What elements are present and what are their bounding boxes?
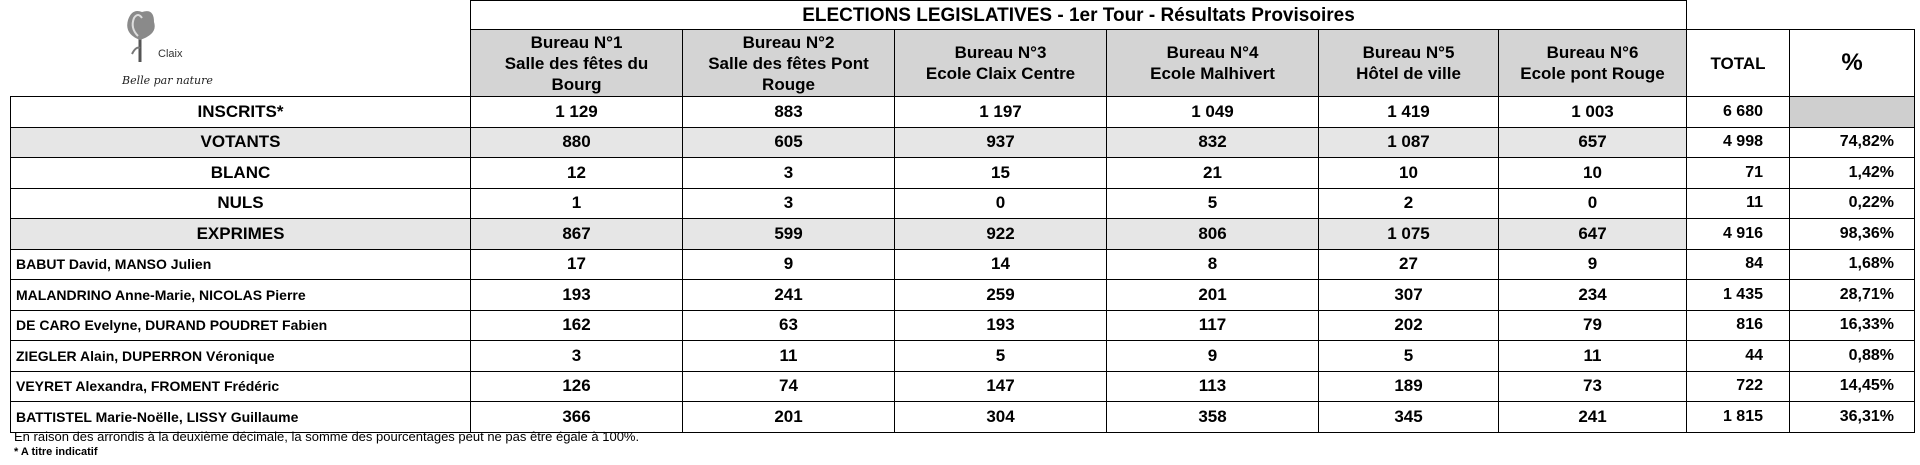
bureau-value: 202 <box>1319 310 1499 341</box>
summary-row <box>11 127 1915 158</box>
percent-value: 98,36% <box>1790 219 1915 250</box>
candidate-row <box>11 341 1915 372</box>
bureau-value: 10 <box>1499 158 1687 189</box>
bureau-value: 3 <box>471 341 683 372</box>
bureau-header: Bureau N°6 Ecole pont Rouge <box>1499 30 1687 97</box>
row-label: MALANDRINO Anne-Marie, NICOLAS Pierre <box>11 280 471 311</box>
bureau-value: 201 <box>683 402 895 433</box>
bureau-value: 11 <box>1499 341 1687 372</box>
bureau-value: 1 129 <box>471 97 683 128</box>
logo-brand: Claix <box>158 48 183 60</box>
row-label: VOTANTS <box>11 127 471 158</box>
total-value: 84 <box>1687 249 1790 280</box>
total-value: 1 435 <box>1687 280 1790 311</box>
bureau-value: 880 <box>471 127 683 158</box>
total-value: 722 <box>1687 371 1790 402</box>
row-label: BLANC <box>11 158 471 189</box>
summary-row <box>11 158 1915 189</box>
bureau-value: 79 <box>1499 310 1687 341</box>
bureau-value: 5 <box>1319 341 1499 372</box>
summary-row <box>11 188 1915 219</box>
page-title: ELECTIONS LEGISLATIVES - 1er Tour - Résultats Provisoires <box>471 1 1687 30</box>
bureau-value: 15 <box>895 158 1107 189</box>
bureau-value: 657 <box>1499 127 1687 158</box>
candidate-row <box>11 402 1915 433</box>
bureau-value: 63 <box>683 310 895 341</box>
percent-value: 28,71% <box>1790 280 1915 311</box>
percent-value: 1,42% <box>1790 158 1915 189</box>
bureau-value: 201 <box>1107 280 1319 311</box>
candidate-row <box>11 310 1915 341</box>
bureau-header: Bureau N°4 Ecole Malhivert <box>1107 30 1319 97</box>
bureau-value: 0 <box>895 188 1107 219</box>
total-value: 816 <box>1687 310 1790 341</box>
percent-value: 36,31% <box>1790 402 1915 433</box>
total-value: 44 <box>1687 341 1790 372</box>
bureau-value: 9 <box>1499 249 1687 280</box>
bureau-value: 113 <box>1107 371 1319 402</box>
bureau-value: 3 <box>683 188 895 219</box>
bureau-value: 21 <box>1107 158 1319 189</box>
row-label: EXPRIMES <box>11 219 471 250</box>
bureau-value: 307 <box>1319 280 1499 311</box>
bureau-value: 1 087 <box>1319 127 1499 158</box>
percent-value: 74,82% <box>1790 127 1915 158</box>
bureau-value: 0 <box>1499 188 1687 219</box>
logo-cell <box>11 1 471 97</box>
bureau-value: 193 <box>471 280 683 311</box>
bureau-value: 241 <box>1499 402 1687 433</box>
bureau-value: 11 <box>683 341 895 372</box>
bureau-value: 2 <box>1319 188 1499 219</box>
logo-tagline: Belle par nature <box>122 74 213 87</box>
total-value: 6 680 <box>1687 97 1790 128</box>
bureau-value: 10 <box>1319 158 1499 189</box>
bureau-value: 304 <box>895 402 1107 433</box>
rounding-note: En raison des arrondis à la deuxième décimale, la somme des pourcentages peut ne pas être égale à 100%. <box>14 429 640 444</box>
bureau-value: 189 <box>1319 371 1499 402</box>
bureau-header: Bureau N°2 Salle des fêtes Pont Rouge <box>683 30 895 97</box>
bureau-value: 5 <box>1107 188 1319 219</box>
row-label: BABUT David, MANSO Julien <box>11 249 471 280</box>
bureau-value: 1 <box>471 188 683 219</box>
bureau-value: 259 <box>895 280 1107 311</box>
bureau-value: 1 419 <box>1319 97 1499 128</box>
total-value: 4 916 <box>1687 219 1790 250</box>
bureau-value: 241 <box>683 280 895 311</box>
bureau-value: 74 <box>683 371 895 402</box>
bureau-value: 883 <box>683 97 895 128</box>
bureau-value: 937 <box>895 127 1107 158</box>
bureau-value: 17 <box>471 249 683 280</box>
percent-value <box>1790 97 1915 128</box>
asterisk-note: * A titre indicatif <box>14 446 98 458</box>
row-label: INSCRITS* <box>11 97 471 128</box>
bureau-value: 27 <box>1319 249 1499 280</box>
bureau-value: 1 049 <box>1107 97 1319 128</box>
bureau-value: 73 <box>1499 371 1687 402</box>
percent-value: 1,68% <box>1790 249 1915 280</box>
row-label: VEYRET Alexandra, FROMENT Frédéric <box>11 371 471 402</box>
bureau-value: 599 <box>683 219 895 250</box>
bureau-value: 345 <box>1319 402 1499 433</box>
bureau-value: 9 <box>683 249 895 280</box>
bureau-value: 358 <box>1107 402 1319 433</box>
summary-row <box>11 219 1915 250</box>
bureau-value: 1 197 <box>895 97 1107 128</box>
bureau-value: 3 <box>683 158 895 189</box>
row-label: DE CARO Evelyne, DURAND POUDRET Fabien <box>11 310 471 341</box>
percent-value: 16,33% <box>1790 310 1915 341</box>
bureau-value: 922 <box>895 219 1107 250</box>
bureau-value: 14 <box>895 249 1107 280</box>
bureau-header: Bureau N°3 Ecole Claix Centre <box>895 30 1107 97</box>
bureau-value: 806 <box>1107 219 1319 250</box>
percent-header: % <box>1790 30 1915 97</box>
bureau-value: 366 <box>471 402 683 433</box>
candidate-row <box>11 280 1915 311</box>
candidate-row <box>11 249 1915 280</box>
bureau-value: 147 <box>895 371 1107 402</box>
results-table <box>10 0 1915 433</box>
bureau-value: 9 <box>1107 341 1319 372</box>
bureau-value: 117 <box>1107 310 1319 341</box>
bureau-value: 832 <box>1107 127 1319 158</box>
percent-value: 0,22% <box>1790 188 1915 219</box>
title-spacer <box>1790 1 1915 30</box>
row-label: NULS <box>11 188 471 219</box>
footnotes <box>14 429 639 459</box>
bureau-header: Bureau N°1 Salle des fêtes du Bourg <box>471 30 683 97</box>
bureau-value: 605 <box>683 127 895 158</box>
row-label: BATTISTEL Marie-Noëlle, LISSY Guillaume <box>11 402 471 433</box>
candidate-row <box>11 371 1915 402</box>
bureau-value: 8 <box>1107 249 1319 280</box>
bureau-value: 12 <box>471 158 683 189</box>
percent-value: 14,45% <box>1790 371 1915 402</box>
bureau-value: 1 003 <box>1499 97 1687 128</box>
total-value: 1 815 <box>1687 402 1790 433</box>
row-label: ZIEGLER Alain, DUPERRON Véronique <box>11 341 471 372</box>
title-spacer <box>1687 1 1790 30</box>
bureau-value: 5 <box>895 341 1107 372</box>
bureau-value: 1 075 <box>1319 219 1499 250</box>
bureau-value: 126 <box>471 371 683 402</box>
percent-value: 0,88% <box>1790 341 1915 372</box>
bureau-value: 867 <box>471 219 683 250</box>
bureau-value: 234 <box>1499 280 1687 311</box>
bureau-value: 193 <box>895 310 1107 341</box>
total-value: 4 998 <box>1687 127 1790 158</box>
bureau-value: 162 <box>471 310 683 341</box>
total-header: TOTAL <box>1687 30 1790 97</box>
summary-row <box>11 97 1915 128</box>
bureau-header: Bureau N°5 Hôtel de ville <box>1319 30 1499 97</box>
total-value: 71 <box>1687 158 1790 189</box>
total-value: 11 <box>1687 188 1790 219</box>
bureau-value: 647 <box>1499 219 1687 250</box>
